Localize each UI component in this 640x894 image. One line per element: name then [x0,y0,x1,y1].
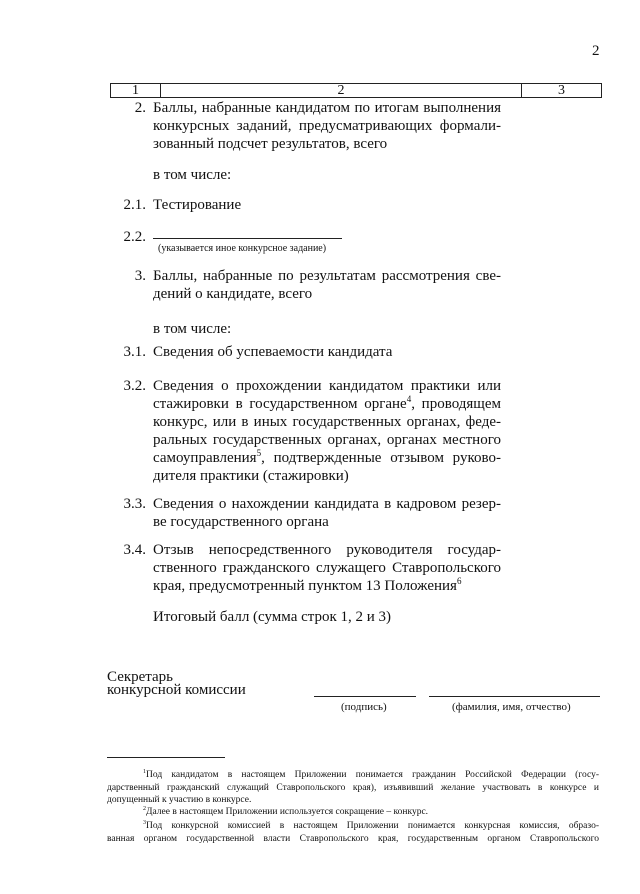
item-3-4-line: Отзыв непосредственного руководителя государ- [153,542,501,558]
item-3-line: дений о кандидате, всего [153,286,313,302]
item-3-4-text [153,541,501,595]
signature-caption: (подпись) [341,701,387,713]
item-2-number: 2. [134,100,146,116]
item-3-2-line: Сведения о прохождении кандидатом практики или [153,378,501,394]
item-3-3-line: ве государственного органа [153,514,329,530]
footnote-line: дарственный гражданский служащий Ставропольского края), изъявивший желание участвовать в конкурсе и [107,782,599,793]
table-header [110,83,602,98]
item-3-3-text [153,495,501,531]
name-line [429,696,600,697]
item-3-number: 3. [134,268,146,284]
item-3-2-line: стажировки в государственном органе$^4$, проводящем [153,394,501,412]
item-2-including: в том числе: [153,167,232,183]
footnote-ref-6: 6 [456,576,462,586]
footnote-1 [107,769,599,807]
signature-line [314,696,416,697]
footnote-line: $^1$Под кандидатом в настоящем Приложении понимается гражданин Российской Федерации (госу- [143,768,599,780]
blank-task-caption: (указывается иное конкурсное задание) [158,243,327,254]
item-3-2-line: ральных государственных органах, органах местного [153,432,501,448]
item-3-text [153,267,501,303]
footnote-ref-5: 5 [256,448,262,458]
footnote-line: ванная органом государственной власти Ставропольского края, государственным органом Ставропольского [107,833,599,844]
blank-task-line [153,238,342,239]
footnote-line: допущенный к участию в конкурсе. [107,795,252,805]
item-3-2-number: 3.2. [123,378,146,394]
item-2-1-text: Тестирование [153,197,242,213]
page-number: 2 [592,43,600,59]
item-3-4-line: края, предусмотренный пунктом 13 Положения$^6$ [153,576,462,594]
footnote-3 [107,820,599,845]
footnote-line: $^3$Под конкурсной комиссией в настоящем Приложении понимается конкурсная комиссия, образо- [143,819,599,831]
item-3-2-line: самоуправления$^5$, подтвержденные отзывом руково- [153,448,501,466]
footnote-2 [107,806,599,819]
item-2-1-number: 2.1. [123,197,146,213]
item-3-2-text [153,377,501,485]
footnote-line: $^2$Далее в настоящем Приложении используется сокращение – конкурс. [143,805,429,817]
item-3-3-number: 3.3. [123,496,146,512]
name-caption: (фамилия, имя, отчество) [452,701,571,713]
item-3-line: Баллы, набранные по результатам рассмотрения све- [153,268,501,284]
item-2-line: Баллы, набранные кандидатом по итогам выполнения [153,100,501,116]
item-2-text [153,99,501,153]
secretary-label: Секретарь [107,669,174,685]
item-3-3-line: Сведения о нахождении кандидата в кадровом резер- [153,496,501,512]
commission-label: конкурсной комиссии [107,682,246,698]
column-header-3: 3 [558,83,565,98]
item-3-4-number: 3.4. [123,542,146,558]
item-3-2-line: дителя практики (стажировки) [153,468,349,484]
item-3-1-text: Сведения об успеваемости кандидата [153,344,393,360]
footnote-ref-4: 4 [406,394,412,404]
item-2-line: конкурсных заданий, предусматривающих формали- [153,118,501,134]
item-3-4-line: ственного гражданского служащего Ставропольского [153,560,501,576]
item-3-2-line: конкурс, или в иных государственных органах, феде- [153,414,501,430]
footnote-separator [107,757,225,758]
column-header-2: 2 [161,84,522,97]
total-score-label: Итоговый балл (сумма строк 1, 2 и 3) [153,609,392,625]
item-3-including: в том числе: [153,321,232,337]
item-2-2-number: 2.2. [123,229,146,245]
item-2-line: зованный подсчет результатов, всего [153,136,388,152]
item-3-1-number: 3.1. [123,344,146,360]
column-header-1: 1 [111,84,161,97]
